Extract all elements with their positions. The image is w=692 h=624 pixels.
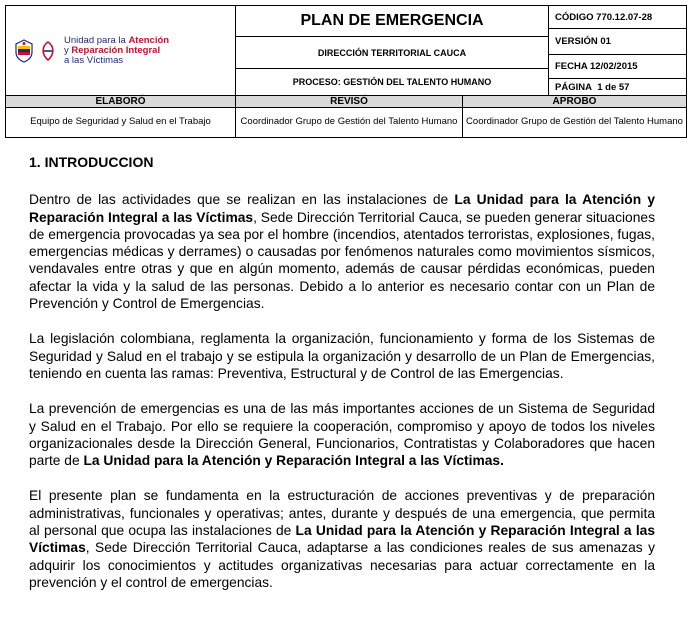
aprobo-value: Coordinador Grupo de Gestión del Talento Humano (463, 108, 687, 138)
unidad-victimas-logo-icon (38, 40, 58, 62)
paragraph-2: La legislación colombiana, reglamenta la organización, funcionamiento y forma de los Sistemas de Seguridad y Salud en el trabajo y se estipula la organización y desarrollo de un Plan de Emergencias, teniendo en cuenta las ramas: Preventiva, Estructural y de Control de las Emergencias. (29, 331, 655, 381)
paragraph-1: Dentro de las actividades que se realizan en las instalaciones de La Unidad para la Atención y Reparación Integral a las Víctimas, Sede Dirección Territorial Cauca, se pueden generar situaciones de emergencia provocadas ya sea por el hombre (incendios, atentados terroristas, explosiones, fugas, emergencias médicas y derrames) o causadas por fenómenos naturales como movimientos sísmicos, vendavales entre otras y que en algún momento, además de causar pérdidas económicas, pueden afectar la vida y la salud de las personas. Debido a lo anterior es necesario contar con un Plan de Prevención y Control de Emergencias. (29, 192, 655, 312)
paragraph-4: El presente plan se fundamenta en la estructuración de acciones preventivas y de preparación administrativas, funcionales y operativas; antes, durante y después de una emergencia, que permita al personal que ocupa las instalaciones de La Unidad para la Atención y Reparación Integral a las Víctimas, Sede Dirección Territorial Cauca, adaptarse a las condiciones reales de sus amenazas y adquirir los conocimientos y actitudes organizativas necesarias para actuar correctamente en la prevención y el control de emergencias. (29, 488, 656, 590)
proceso: PROCESO: GESTIÓN DEL TALENTO HUMANO (236, 69, 549, 96)
document-header (5, 5, 687, 138)
institution-logo-text: Unidad para la Atención y Reparación Integral a las Víctimas (64, 34, 170, 66)
document-body (29, 154, 655, 609)
logo-cell (5, 5, 236, 96)
elaboro-value: Equipo de Seguridad y Salud en el Trabajo (5, 108, 236, 138)
direccion-territorial: DIRECCIÓN TERRITORIAL CAUCA (236, 37, 549, 69)
reviso-value: Coordinador Grupo de Gestión del Talento Humano (236, 108, 463, 138)
aprobo-label: APROBO (463, 96, 687, 108)
section-title: 1. INTRODUCCION (29, 154, 154, 170)
version: VERSIÓN 01 (549, 29, 687, 55)
paragraph-3: La prevención de emergencias es una de las más importantes acciones de un Sistema de Seguridad y Salud en el Trabajo. Por ello se requiere la cooperación, compromiso y apoyo de todos los niveles organizacionales desde la Dirección General, Funcionarios, Contratistas y Colaboradores que hacen parte de La Unidad para la Atención y Reparación Integral a las Víctimas. (29, 401, 655, 469)
elaboro-label: ELABORÓ (5, 96, 236, 108)
government-seal-icon (14, 39, 34, 63)
codigo: CÓDIGO 770.12.07-28 (549, 5, 687, 29)
document-title: PLAN DE EMERGENCIA (236, 5, 549, 37)
reviso-label: REVISÓ (236, 96, 463, 108)
fecha: FECHA 12/02/2015 (549, 55, 687, 79)
pagina: PÁGINA 1 de 57 (549, 79, 687, 96)
